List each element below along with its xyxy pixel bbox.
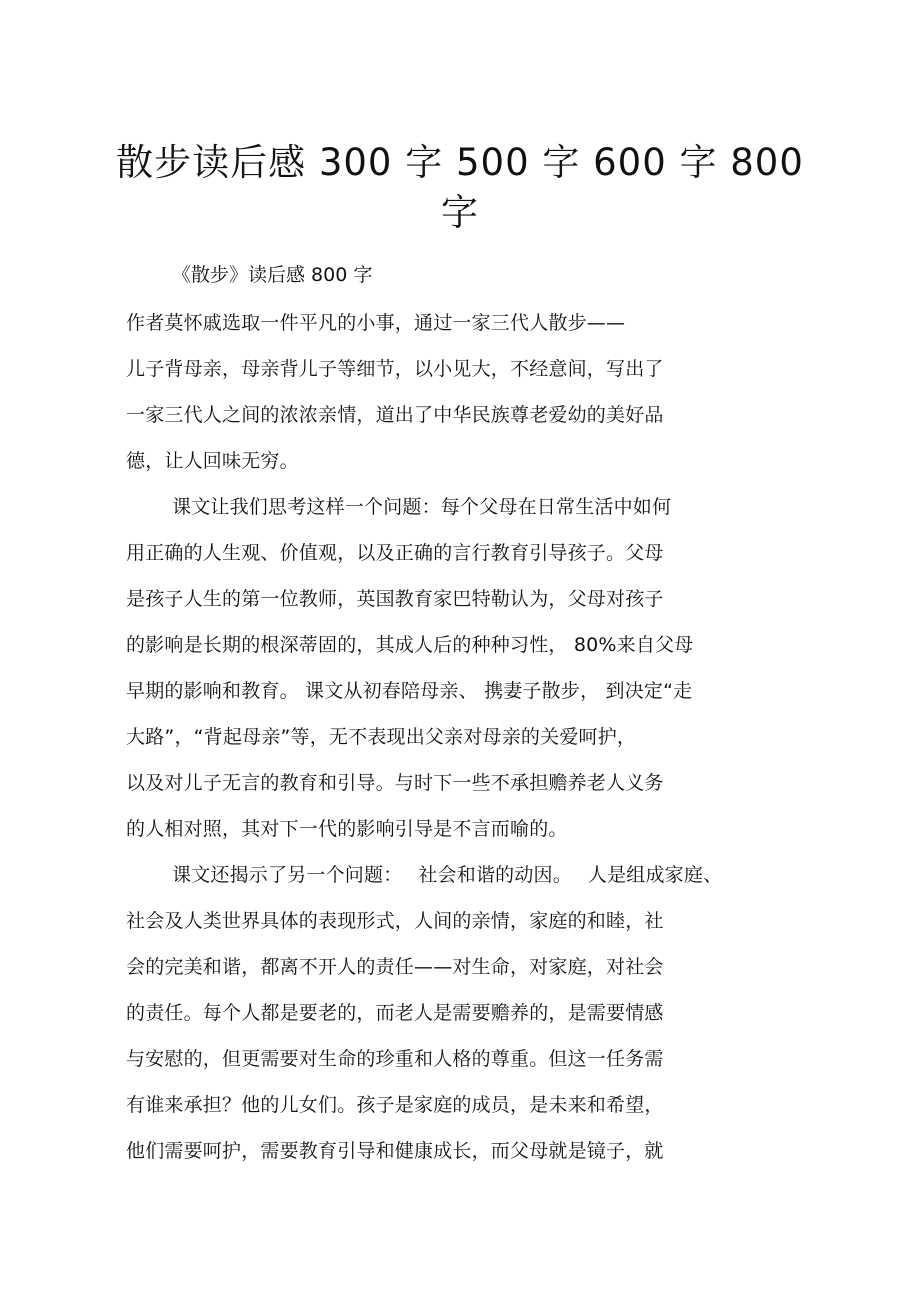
text-line: 的人相对照，其对下一代的影响引导是不言而喻的。 — [126, 818, 568, 840]
document-body — [126, 308, 806, 1182]
text-line: 他们需要呵护，需要教育引导和健康成长，而父母就是镜子，就 — [126, 1140, 664, 1162]
text-line: 的影响是长期的根深蒂固的，其成人后的种种习性， 80%来自父母 — [126, 634, 694, 656]
text-line: 有谁来承担？他的儿女们。孩子是家庭的成员，是未来和希望， — [126, 1094, 664, 1116]
text-line: 儿子背母亲，母亲背儿子等细节，以小见大，不经意间，写出了 — [126, 358, 664, 380]
text-line: 课文还揭示了另一个问题： 社会和谐的动因。 人是组成家庭、 — [172, 864, 723, 886]
text-line: 德，让人回味无穷。 — [126, 450, 299, 472]
text-line: 大路”，“背起母亲”等，无不表现出父亲对母亲的关爱呵护， — [126, 726, 637, 748]
text-line: 会的完美和谐，都离不开人的责任——对生命，对家庭，对社会 — [126, 956, 664, 978]
text-line: 一家三代人之间的浓浓亲情，道出了中华民族尊老爱幼的美好品 — [126, 404, 664, 426]
text-line: 以及对儿子无言的教育和引导。与时下一些不承担赡养老人义务 — [126, 772, 664, 794]
text-line: 的责任。每个人都是要老的，而老人是需要赡养的，是需要情感 — [126, 1002, 664, 1024]
text-line: 课文让我们思考这样一个问题：每个父母在日常生活中如何 — [172, 496, 672, 518]
text-line: 早期的影响和教育。 课文从初春陪母亲、 携妻子散步， 到决定“走 — [126, 680, 693, 702]
text-line: 与安慰的，但更需要对生命的珍重和人格的尊重。但这一任务需 — [126, 1048, 664, 1070]
text-line: 社会及人类世界具体的表现形式，人间的亲情，家庭的和睦，社 — [126, 910, 664, 932]
text-line: 是孩子人生的第一位教师，英国教育家巴特勒认为，父母对孩子 — [126, 588, 664, 610]
text-line: 作者莫怀戚选取一件平凡的小事，通过一家三代人散步—— — [126, 312, 626, 334]
document-title: 散步读后感 300 字 500 字 600 字 800 字 — [116, 141, 804, 234]
text-line: 用正确的人生观、价值观，以及正确的言行教育引导孩子。父母 — [126, 542, 664, 564]
document-subtitle: 《散步》读后感 800 字 — [172, 264, 373, 286]
